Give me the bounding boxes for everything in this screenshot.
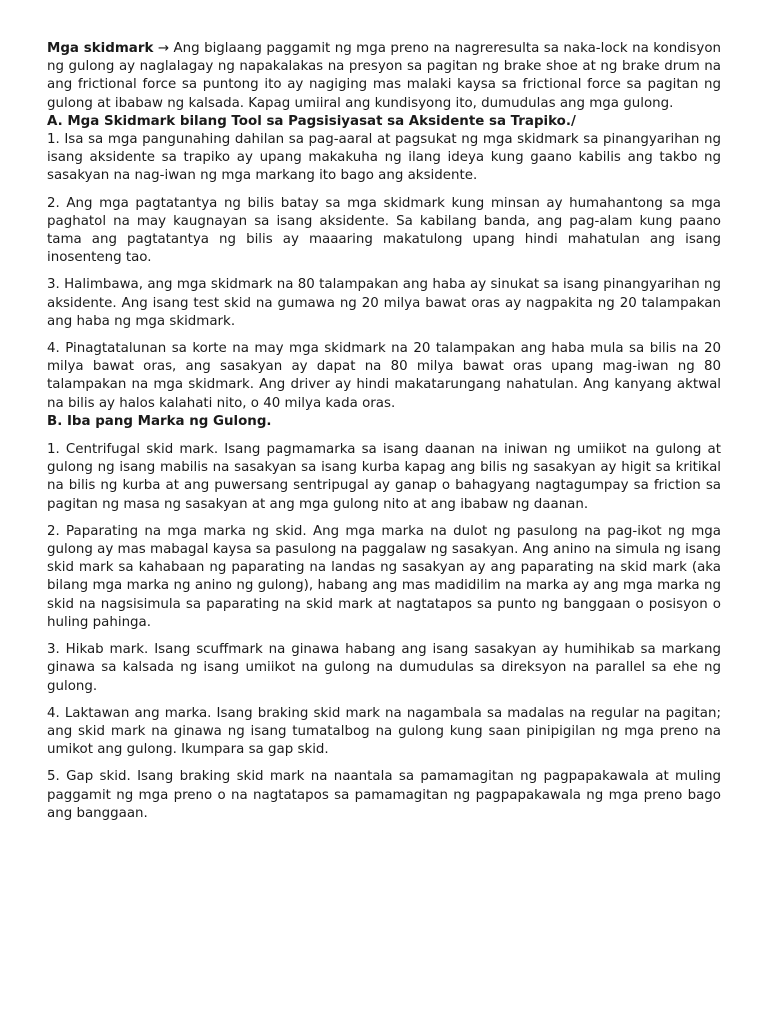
intro-paragraph	[47, 40, 721, 113]
section-b-heading: B. Iba pang Marka ng Gulong.	[47, 413, 272, 429]
section-a-item-4: 4. Pinagtatalunan sa korte na may mga skidmark na 20 talampakan ang haba mula sa bilis na 20 milya bawat oras, ang sasakyan ay dapat na 80 milya bawat oras upang mag-iwan ng 80 talampakan na mga skidmark. Ang driver ay hindi makatarungang nahatulan. Ang kanyang aktwal na bilis ay halos kalahati nito, o 40 milya kada oras.	[47, 341, 721, 411]
section-a-item-3: 3. Halimbawa, ang mga skidmark na 80 talampakan ang haba ay sinukat sa isang pinangyarihan ng aksidente. Ang isang test skid na gumawa ng 20 milya bawat oras ay nagpakita ng 20 talampakan ang haba ng mga skidmark.	[47, 277, 721, 329]
section-b-item-5: 5. Gap skid. Isang braking skid mark na naantala sa pamamagitan ng pagpapakawala at muling paggamit ng mga preno o na nagtatapos sa pamamagitan ng pagpapakawala ng mga preno bago ang banggaan.	[47, 769, 721, 821]
document-page	[47, 40, 721, 823]
arrow-right-icon: →	[157, 41, 170, 56]
section-b-item-3: 3. Hikab mark. Isang scuffmark na ginawa habang ang isang sasakyan ay humihikab sa markang ginawa sa kalsada ng isang umiikot na gulong na dumudulas sa direksyon na parallel sa ehe ng gulong.	[47, 642, 721, 694]
section-a-heading: A. Mga Skidmark bilang Tool sa Pagsisiyasat sa Aksidente sa Trapiko./	[47, 113, 576, 129]
section-b-item-2: 2. Paparating na mga marka ng skid. Ang mga marka na dulot ng pasulong na pag-ikot ng mga gulong ay mas mabagal kaysa sa pasulong na paggalaw ng sasakyan. Ang anino na simula ng isang skid mark sa kahabaan ng paparating na landas ng sasakyan ay ang paparating na skid mark (aka bilang mga marka ng anino ng gulong), habang ang mas madidilim na marka ay ang mga marka ng skid na nagsisimula sa paparating na skid mark at nagtatapos sa punto ng banggaan o posisyon o huling pahinga.	[47, 523, 721, 630]
section-a-item-2: 2. Ang mga pagtatantya ng bilis batay sa mga skidmark kung minsan ay humahantong sa mga paghatol na may kaugnayan sa isang aksidente. Sa kabilang banda, ang pag-alam kung paano tama ang pagtatantya ng bilis ay maaaring makatulong upang hindi mahatulan ang isang inosenteng tao.	[47, 195, 721, 266]
intro-term: Mga skidmark	[47, 41, 154, 56]
section-b-item-1: 1. Centrifugal skid mark. Isang pagmamarka sa isang daanan na iniwan ng umiikot na gulong at gulong ng isang mabilis na sasakyan sa isang kurba kapag ang bilis ng sasakyan ay higit sa kritikal na bilis ng kurba at ang puwersang sentripugal ay ganap o bahagyang nagtagumpay sa friction sa pagitan ng masa ng sasakyan at ang mga gulong nito at ang ibabaw ng daanan.	[47, 442, 721, 512]
section-a-item-1: 1. Isa sa mga pangunahing dahilan sa pag-aaral at pagsukat ng mga skidmark sa pinangyarihan ng isang aksidente sa trapiko ay upang makakuha ng ilang ideya kung gaano kabilis ang takbo ng sasakyan na nag-iwan ng mga markang ito bago ang aksidente.	[47, 132, 721, 184]
intro-definition: Ang biglaang paggamit ng mga preno na nagreresulta sa naka-lock na kondisyon ng gulong ay naglalagay ng napakalakas na presyon sa pagitan ng brake shoe at ng brake drum na ang frictional force sa puntong ito ay nagiging mas malaki kaysa sa frictional force sa pagitan ng gulong at ibabaw ng kalsada. Kapag umiiral ang kundisyong ito, dumudulas ang mga gulong.	[47, 41, 721, 111]
section-b-item-4: 4. Laktawan ang marka. Isang braking skid mark na nagambala sa madalas na regular na pagitan; ang skid mark na ginawa ng isang tumatalbog na gulong kung saan pinipigilan ng mga preno na umikot ang gulong. Ikumpara sa gap skid.	[47, 705, 721, 758]
